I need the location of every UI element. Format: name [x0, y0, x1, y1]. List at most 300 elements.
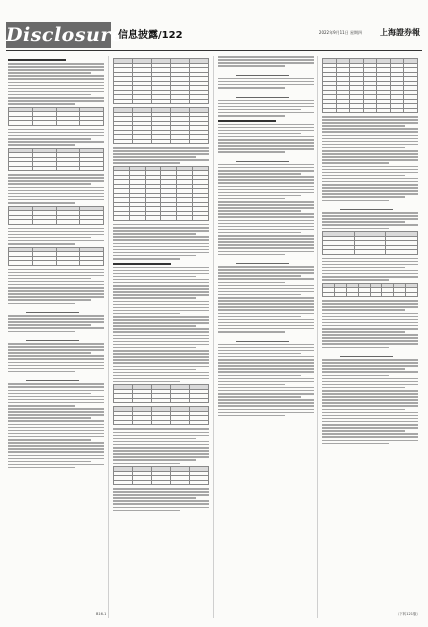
text-line — [218, 189, 314, 191]
text-line — [218, 254, 285, 256]
table-cell — [114, 216, 130, 221]
text-line — [113, 301, 209, 303]
table-cell — [190, 420, 209, 425]
text-line — [8, 358, 104, 360]
table-cell — [80, 121, 104, 126]
text-line — [322, 424, 418, 426]
text-line — [113, 353, 209, 355]
data-table — [8, 247, 104, 266]
text-line — [218, 266, 314, 268]
text-line — [322, 430, 405, 432]
text-line — [8, 461, 91, 463]
text-line — [8, 458, 104, 460]
text-line — [8, 103, 75, 105]
text-line — [8, 138, 91, 140]
text-line — [322, 128, 418, 130]
text-line — [8, 290, 104, 292]
text-line — [322, 405, 418, 407]
text-line — [322, 390, 418, 392]
text-line — [8, 82, 104, 84]
text-line — [113, 459, 196, 461]
text-line — [8, 202, 75, 204]
text-line — [8, 439, 91, 441]
text-line — [8, 402, 104, 404]
text-line — [8, 355, 104, 357]
text-line — [218, 87, 285, 89]
data-table — [8, 206, 104, 225]
masthead — [6, 22, 422, 48]
text-line — [113, 150, 209, 152]
text-line — [322, 138, 418, 140]
text-line — [113, 375, 209, 377]
table-cell — [323, 108, 337, 113]
data-table — [322, 58, 418, 113]
text-line — [8, 448, 104, 450]
text-line — [218, 297, 314, 299]
text-line — [218, 316, 301, 318]
text-line — [8, 411, 104, 413]
data-table — [113, 466, 209, 485]
text-line — [113, 316, 209, 318]
text-line — [113, 328, 209, 330]
text-line — [8, 237, 91, 239]
text-line — [218, 362, 314, 364]
text-line — [322, 119, 418, 121]
text-line — [322, 365, 418, 367]
text-line — [322, 224, 418, 226]
text-line — [218, 186, 314, 188]
text-line — [322, 156, 418, 158]
page-number: B16-1 — [96, 612, 107, 616]
section-heading — [113, 263, 171, 265]
text-line — [322, 309, 405, 311]
table-cell — [129, 216, 145, 221]
text-line — [218, 207, 314, 209]
text-line — [218, 136, 314, 138]
text-line — [218, 210, 301, 212]
data-table — [322, 283, 418, 298]
table-cell — [114, 420, 133, 425]
text-line — [8, 430, 104, 432]
text-line — [8, 408, 104, 410]
text-line — [8, 190, 104, 192]
text-line — [113, 288, 209, 290]
text-line — [218, 220, 314, 222]
text-line — [8, 436, 104, 438]
text-line — [8, 343, 104, 345]
text-line — [218, 198, 285, 200]
text-line — [218, 325, 314, 327]
text-line — [218, 409, 314, 411]
table-cell — [56, 121, 80, 126]
text-line — [113, 279, 209, 281]
text-line — [322, 300, 418, 302]
table-cell — [390, 108, 404, 113]
text-line — [8, 88, 104, 90]
text-line — [322, 362, 418, 364]
text-line — [322, 427, 418, 429]
text-line — [322, 187, 418, 189]
text-line — [218, 229, 314, 231]
text-line — [218, 375, 301, 377]
formula — [340, 350, 393, 357]
text-line — [218, 100, 314, 102]
text-line — [113, 350, 209, 352]
text-line — [218, 285, 314, 287]
text-line — [113, 378, 209, 380]
text-line — [113, 162, 180, 164]
table-cell — [171, 480, 190, 485]
text-line — [218, 368, 314, 370]
text-line — [218, 145, 314, 147]
text-line — [113, 147, 209, 149]
formula — [26, 306, 79, 313]
text-line — [113, 236, 209, 238]
text-line — [218, 164, 314, 166]
text-column-3 — [218, 56, 314, 618]
text-line — [113, 362, 209, 364]
text-line — [8, 405, 75, 407]
text-line — [218, 387, 314, 389]
text-line — [322, 228, 389, 230]
text-line — [218, 235, 314, 237]
text-line — [113, 359, 209, 361]
text-line — [113, 494, 209, 496]
table-cell — [386, 250, 418, 255]
text-line — [322, 375, 389, 377]
column-divider — [213, 56, 214, 618]
text-line — [8, 243, 75, 245]
text-line — [322, 334, 418, 336]
text-column-1 — [8, 56, 107, 618]
table-cell — [382, 292, 394, 297]
text-line — [8, 368, 104, 370]
text-line — [218, 106, 314, 108]
formula — [236, 69, 289, 76]
table-cell — [32, 166, 56, 171]
text-line — [113, 497, 196, 499]
text-line — [8, 94, 91, 96]
text-line — [218, 313, 314, 315]
text-line — [8, 144, 75, 146]
text-line — [113, 230, 209, 232]
text-line — [322, 415, 418, 417]
text-line — [113, 270, 209, 272]
text-line — [8, 442, 104, 444]
text-line — [113, 153, 209, 155]
text-line — [113, 291, 209, 293]
text-line — [8, 324, 91, 326]
text-line — [218, 356, 314, 358]
text-line — [113, 356, 209, 358]
text-line — [113, 239, 209, 241]
table-cell — [171, 99, 190, 104]
text-line — [218, 396, 301, 398]
formula — [340, 203, 393, 210]
text-line — [322, 258, 418, 260]
table-cell — [190, 480, 209, 485]
text-line — [218, 303, 314, 305]
table-cell — [145, 216, 161, 221]
text-line — [218, 288, 314, 290]
text-line — [322, 306, 418, 308]
text-line — [322, 193, 418, 195]
text-line — [113, 267, 209, 269]
text-line — [218, 399, 314, 401]
table-cell — [133, 99, 152, 104]
text-line — [218, 59, 314, 61]
text-line — [113, 159, 209, 161]
text-line — [113, 249, 209, 251]
text-line — [113, 456, 209, 458]
text-line — [322, 169, 418, 171]
text-line — [322, 387, 405, 389]
text-line — [322, 279, 389, 281]
text-line — [322, 144, 418, 146]
data-table — [113, 406, 209, 425]
text-line — [8, 424, 104, 426]
table-cell — [9, 220, 33, 225]
text-line — [113, 432, 209, 434]
text-line — [322, 270, 418, 272]
text-line — [218, 402, 314, 404]
text-column-4 — [322, 56, 418, 618]
text-line — [218, 405, 314, 407]
formula — [236, 257, 289, 264]
text-line — [218, 291, 314, 293]
table-cell — [56, 261, 80, 266]
text-line — [8, 467, 75, 469]
text-line — [8, 315, 104, 317]
text-line — [218, 353, 301, 355]
text-line — [322, 184, 418, 186]
table-cell — [152, 480, 171, 485]
text-line — [218, 359, 314, 361]
table-cell — [80, 220, 104, 225]
text-line — [322, 443, 389, 445]
table-cell — [133, 139, 152, 144]
text-line — [218, 62, 314, 64]
table-cell — [152, 139, 171, 144]
text-line — [8, 327, 104, 329]
text-line — [8, 318, 104, 320]
masthead-rule — [6, 50, 422, 51]
text-line — [8, 278, 91, 280]
text-line — [218, 103, 314, 105]
text-line — [8, 464, 104, 466]
text-line — [113, 510, 180, 512]
text-line — [8, 187, 104, 189]
text-line — [218, 282, 285, 284]
text-line — [218, 173, 301, 175]
text-line — [8, 393, 91, 395]
text-line — [218, 350, 314, 352]
text-line — [322, 125, 405, 127]
text-line — [8, 275, 104, 277]
table-cell — [190, 398, 209, 403]
text-line — [218, 347, 314, 349]
text-line — [218, 127, 314, 129]
text-line — [113, 347, 196, 349]
text-line — [8, 371, 75, 373]
text-line — [113, 438, 196, 440]
table-cell — [394, 292, 406, 297]
text-line — [8, 299, 91, 301]
text-line — [218, 112, 314, 114]
text-line — [8, 234, 104, 236]
text-line — [322, 331, 405, 333]
data-table — [113, 107, 209, 144]
text-line — [8, 451, 104, 453]
table-cell — [171, 420, 190, 425]
text-line — [8, 199, 104, 201]
table-cell — [358, 292, 370, 297]
text-line — [218, 179, 314, 181]
text-line — [322, 316, 418, 318]
text-line — [8, 177, 104, 179]
text-line — [218, 148, 314, 150]
table-cell — [133, 398, 152, 403]
text-line — [113, 227, 209, 229]
text-line — [113, 441, 209, 443]
text-line — [322, 396, 418, 398]
text-line — [113, 372, 209, 374]
table-cell — [114, 480, 133, 485]
text-line — [8, 183, 91, 185]
column-divider — [108, 56, 109, 618]
text-line — [113, 294, 209, 296]
text-line — [322, 303, 418, 305]
text-line — [113, 313, 180, 315]
text-line — [218, 275, 301, 277]
text-line — [218, 216, 314, 218]
text-line — [322, 328, 418, 330]
text-line — [113, 428, 209, 430]
section-title: 信息披露/122 — [118, 30, 183, 41]
table-cell — [114, 99, 133, 104]
table-cell — [161, 216, 177, 221]
text-line — [218, 306, 314, 308]
text-line — [113, 335, 209, 337]
text-line — [8, 129, 104, 131]
text-line — [8, 284, 104, 286]
text-line — [322, 384, 418, 386]
section-heading — [218, 120, 276, 122]
text-line — [218, 170, 314, 172]
text-line — [8, 100, 104, 102]
text-line — [8, 174, 104, 176]
text-line — [113, 500, 209, 502]
text-line — [8, 281, 104, 283]
text-line — [322, 153, 418, 155]
text-line — [113, 258, 180, 260]
formula — [236, 91, 289, 98]
text-line — [218, 142, 314, 144]
text-line — [218, 319, 314, 321]
table-cell — [114, 398, 133, 403]
text-line — [322, 340, 418, 342]
text-line — [8, 399, 104, 401]
text-line — [8, 420, 104, 422]
text-line — [322, 399, 418, 401]
text-line — [322, 200, 389, 202]
newspaper-name: 上海證券報 — [380, 27, 420, 37]
table-cell — [9, 166, 33, 171]
text-line — [113, 255, 196, 257]
text-line — [8, 66, 104, 68]
text-line — [8, 63, 104, 65]
text-line — [8, 390, 104, 392]
text-line — [8, 386, 104, 388]
table-cell — [334, 292, 346, 297]
text-line — [8, 362, 104, 364]
text-line — [113, 285, 209, 287]
table-cell — [377, 108, 391, 113]
text-line — [218, 204, 314, 206]
text-line — [322, 368, 405, 370]
formula — [236, 155, 289, 162]
text-line — [218, 344, 314, 346]
text-line — [218, 130, 314, 132]
text-line — [8, 445, 104, 447]
text-line — [218, 294, 301, 296]
table-cell — [133, 480, 152, 485]
text-line — [218, 393, 314, 395]
text-line — [218, 365, 314, 367]
text-line — [322, 440, 418, 442]
text-line — [113, 304, 209, 306]
text-line — [322, 378, 418, 380]
text-line — [113, 322, 209, 324]
text-line — [218, 278, 314, 280]
text-line — [113, 246, 209, 248]
text-line — [322, 409, 405, 411]
text-line — [8, 132, 104, 134]
text-line — [322, 218, 418, 220]
text-line — [322, 343, 418, 345]
text-line — [322, 178, 418, 180]
text-line — [218, 56, 314, 58]
text-line — [113, 331, 209, 333]
table-cell — [152, 99, 171, 104]
text-line — [218, 223, 314, 225]
text-line — [8, 346, 104, 348]
formula — [26, 334, 79, 341]
table-cell — [56, 220, 80, 225]
text-line — [218, 309, 314, 311]
text-line — [8, 69, 104, 71]
text-line — [322, 215, 418, 217]
text-line — [113, 252, 209, 254]
table-cell — [32, 220, 56, 225]
text-line — [113, 307, 209, 309]
issue-date: 2022年9月11日 星期四 — [318, 30, 362, 35]
text-line — [322, 162, 389, 164]
table-cell — [9, 261, 33, 266]
text-line — [8, 91, 104, 93]
text-line — [218, 226, 314, 228]
text-column-2 — [113, 56, 209, 618]
text-line — [218, 241, 314, 243]
table-cell — [354, 250, 386, 255]
table-cell — [404, 108, 418, 113]
data-table — [113, 166, 209, 221]
text-line — [8, 417, 91, 419]
text-line — [218, 201, 314, 203]
table-cell — [171, 398, 190, 403]
table-cell — [171, 139, 190, 144]
table-cell — [336, 108, 350, 113]
